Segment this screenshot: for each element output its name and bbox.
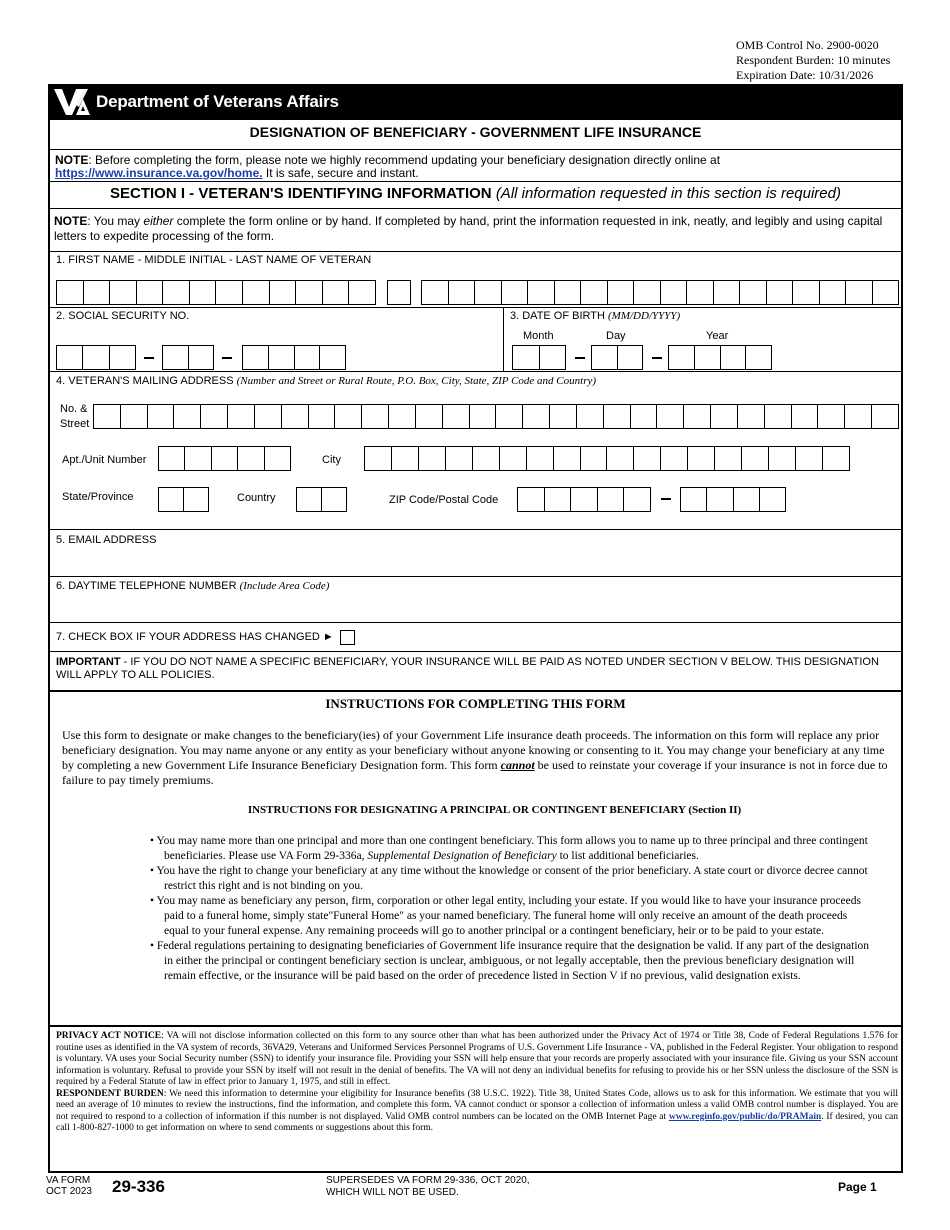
char-cell[interactable] [295, 346, 321, 369]
address-hint: (Number and Street or Rural Route, P.O. Box, City, State, ZIP Code and Country) [236, 375, 597, 387]
char-cell[interactable] [349, 281, 375, 304]
form-number: 29-336 [112, 1177, 165, 1196]
char-cell[interactable] [212, 447, 238, 470]
char-cell[interactable] [760, 488, 785, 511]
rule [48, 307, 903, 308]
bullet-2: • You have the right to change your beneficiary at any time without the knowledge or consent of the prior beneficiary. A state court or divorce decree cannot restrict this right and is not binding on you. [150, 865, 868, 892]
char-cell[interactable] [163, 281, 190, 304]
form-frame [48, 120, 903, 1173]
state-input[interactable] [158, 487, 209, 512]
char-cell[interactable] [322, 488, 346, 511]
address-changed-label: 7. CHECK BOX IF YOUR ADDRESS HAS CHANGED ► [56, 631, 334, 643]
char-cell[interactable] [581, 281, 608, 304]
char-cell[interactable] [793, 281, 820, 304]
char-cell[interactable] [201, 405, 228, 428]
char-cell[interactable] [540, 346, 566, 369]
rule [48, 576, 903, 577]
char-cell[interactable] [715, 447, 742, 470]
middle-initial-input[interactable] [387, 280, 411, 305]
ssn-label: 2. SOCIAL SECURITY NO. [56, 310, 190, 322]
instructions-title: INSTRUCTIONS FOR COMPLETING THIS FORM [325, 696, 626, 711]
important-label: IMPORTANT [56, 656, 121, 668]
rule [48, 181, 903, 182]
char-cell[interactable] [818, 405, 845, 428]
zip-ext-input[interactable] [680, 487, 786, 512]
char-cell[interactable] [174, 405, 201, 428]
note-label: NOTE [55, 153, 89, 167]
char-cell[interactable] [269, 346, 295, 369]
char-cell[interactable] [571, 488, 598, 511]
note2-post: complete the form online or by hand. If completed by hand, print the information requested in ink, neatly, and legibly and using capital letters to expedite processing of the form. [54, 214, 883, 243]
char-cell[interactable] [392, 447, 419, 470]
dob-month-input[interactable] [512, 345, 566, 370]
day-label: Day [606, 330, 626, 342]
char-cell[interactable] [389, 405, 416, 428]
char-cell[interactable] [769, 447, 796, 470]
char-cell[interactable] [238, 447, 264, 470]
char-cell[interactable] [216, 281, 243, 304]
char-cell[interactable] [470, 405, 497, 428]
street-label-1: No. & [60, 403, 88, 415]
va-seal-logo [52, 85, 92, 119]
dob-dash [575, 357, 585, 359]
char-cell[interactable] [688, 447, 715, 470]
section-1-subtitle: (All information requested in this section is required) [495, 185, 841, 202]
supersedes-2: WHICH WILL NOT BE USED. [326, 1187, 459, 1198]
header-bar [358, 84, 903, 120]
char-cell[interactable] [765, 405, 792, 428]
char-cell[interactable] [631, 405, 658, 428]
va-header [48, 84, 358, 120]
omb-control: OMB Control No. 2900-0020 [736, 38, 879, 52]
instr-text: Use this form to designate or make changes to the beneficiary(ies) of your Government Life insurance death proceeds. The information on this form will replace any prior beneficiary designation. You may name anyone or any entity as your beneficiary without anyone knowing or consenting to it. You may change your beneficiary at any time by completing a new Government Life Insurance Beneficiary Designation form. This form [62, 728, 885, 772]
privacy-notice [56, 1031, 898, 1135]
section-1-title: SECTION I - VETERAN'S IDENTIFYING INFORMATION [110, 185, 492, 202]
char-cell[interactable] [94, 405, 121, 428]
char-cell[interactable] [545, 488, 572, 511]
char-cell[interactable] [740, 281, 767, 304]
year-label: Year [706, 330, 729, 342]
note2-pre: : You may [87, 214, 144, 228]
rule [48, 149, 903, 150]
char-cell[interactable] [518, 488, 545, 511]
zip-label: ZIP Code/Postal Code [389, 494, 499, 506]
char-cell[interactable] [449, 281, 476, 304]
char-cell[interactable] [185, 447, 211, 470]
omb-info [736, 38, 890, 83]
last-name-input[interactable] [421, 280, 899, 305]
rule [48, 651, 903, 652]
dob-label-text: 3. DATE OF BIRTH [510, 310, 605, 322]
char-cell[interactable] [555, 281, 582, 304]
bullet-4: • Federal regulations pertaining to designating beneficiaries of Government life insurance require that the designation be valid. If any part of the designation in either the principal or contingent beneficiary section is unclear, ambiguous, or not legally acceptable, then the previous beneficiary designation will remain effective, or the insurance will be paid based on the order of precedence listed in Section V if no previous, valid designation exists. [150, 940, 870, 982]
char-cell[interactable] [742, 447, 769, 470]
online-note [55, 154, 900, 180]
phone-label-text: 6. DAYTIME TELEPHONE NUMBER [56, 580, 237, 592]
street-label-2: Street [60, 418, 90, 430]
ssn-part-1-input[interactable] [56, 345, 136, 370]
char-cell[interactable] [608, 281, 635, 304]
phone-hint: (Include Area Code) [239, 580, 330, 592]
char-cell[interactable] [734, 488, 760, 511]
month-label: Month [523, 330, 554, 342]
rule [48, 208, 903, 209]
char-cell[interactable] [159, 447, 185, 470]
apt-input[interactable] [158, 446, 291, 471]
char-cell[interactable] [243, 281, 270, 304]
first-name-input[interactable] [56, 280, 376, 305]
char-cell[interactable] [577, 405, 604, 428]
char-cell[interactable] [604, 405, 631, 428]
dob-year-input[interactable] [668, 345, 772, 370]
note2-label: NOTE [54, 214, 88, 228]
char-cell[interactable] [323, 281, 350, 304]
char-cell[interactable] [738, 405, 765, 428]
rule [48, 1025, 903, 1027]
char-cell[interactable] [148, 405, 175, 428]
insurance-link[interactable]: https://www.insurance.va.gov/home. [55, 166, 263, 180]
char-cell[interactable] [83, 346, 109, 369]
address-label-text: 4. VETERAN'S MAILING ADDRESS [56, 375, 234, 387]
char-cell[interactable] [416, 405, 443, 428]
bullet-1 [150, 834, 870, 864]
address-label [56, 375, 596, 387]
char-cell[interactable] [282, 405, 309, 428]
char-cell[interactable] [475, 281, 502, 304]
char-cell[interactable] [657, 405, 684, 428]
footer-date: OCT 2023 [46, 1186, 92, 1197]
char-cell[interactable] [184, 488, 208, 511]
char-cell[interactable] [502, 281, 529, 304]
footer-va-form: VA FORM [46, 1175, 91, 1186]
char-cell[interactable] [634, 447, 661, 470]
char-cell[interactable] [297, 488, 322, 511]
street-input[interactable] [93, 404, 899, 429]
note-text: : Before completing the form, please note we highly recommend updating your beneficiary designation directly online at [88, 153, 721, 167]
char-cell[interactable] [243, 346, 269, 369]
char-cell[interactable] [669, 346, 695, 369]
char-cell[interactable] [681, 488, 707, 511]
bullet-3: • You may name as beneficiary any person, firm, corporation or other legal entity, including your estate. If you would like to have your insurance proceeds paid to a funeral home, simply state"Funeral Home" as your named beneficiary. The funeral home will only receive an amount of the death proceeds equal to your funeral expense. Any remaining proceeds will go to another principal or a contingent beneficiary, heir or to be paid to your estate. [150, 895, 861, 937]
char-cell[interactable] [121, 405, 148, 428]
char-cell[interactable] [687, 281, 714, 304]
street-label [60, 402, 89, 432]
char-cell[interactable] [607, 447, 634, 470]
address-changed-checkbox[interactable] [340, 630, 355, 645]
apt-label: Apt./Unit Number [62, 454, 147, 466]
zip-input[interactable] [517, 487, 651, 512]
burden-text: : We need this information to determine your eligibility for Insurance benefits (38 U.S.C. 1922). Title 38, United States Code, allows us to ask for this information. We estimate that you will need an average of 10 minutes to review the instructions, find the information, and complete this form. VA cannot conduct or sponsor a collection of information unless a valid OMB control number is displayed. You are not required to respond to a collection of information if this number is not displayed. Valid OMB control numbers can be located on the OMB Internet Page at [56, 1088, 898, 1122]
city-input[interactable] [364, 446, 850, 471]
char-cell[interactable] [57, 346, 83, 369]
char-cell[interactable] [163, 346, 189, 369]
name-label: 1. FIRST NAME - MIDDLE INITIAL - LAST NAME OF VETERAN [56, 254, 372, 266]
important-text: - IF YOU DO NOT NAME A SPECIFIC BENEFICIARY, YOUR INSURANCE WILL BE PAID AS NOTED UNDER SECTION V BELOW. THIS DESIGNATION WILL APPLY TO ALL POLICIES. [56, 656, 879, 681]
instr-text-end: be used to reinstate your coverage if your insurance is not in force due to failure to pay timely premiums. [62, 758, 888, 787]
dob-label [510, 310, 680, 322]
char-cell[interactable] [823, 447, 849, 470]
form-title: DESIGNATION OF BENEFICIARY - GOVERNMENT LIFE INSURANCE [249, 124, 702, 140]
char-cell[interactable] [255, 405, 282, 428]
char-cell[interactable] [320, 346, 345, 369]
char-cell[interactable] [446, 447, 473, 470]
char-cell[interactable] [365, 447, 392, 470]
reginfo-link[interactable]: www.reginfo.gov/public/do/PRAMain [668, 1111, 822, 1122]
rule [48, 690, 903, 692]
char-cell[interactable] [57, 281, 84, 304]
zip-dash [661, 498, 671, 500]
char-cell[interactable] [746, 346, 771, 369]
privacy-label: PRIVACY ACT NOTICE [56, 1031, 162, 1041]
char-cell[interactable] [872, 405, 898, 428]
privacy-text: : VA will not disclose information collected on this form to any source other than what has been authorized under the Privacy Act of 1974 or Title 38, Code of Federal Regulations 1.576 for routine uses as identified in the VA system of records, 36VA29, Veterans and Uniformed Services Personnel Programs of U.S. Government Life Insurance - VA, published in the Federal Register. Your obligation to respond is voluntary. VA uses your Social Security number (SSN) to identify your insurance file. Providing your SSN will help ensure that your records are properly associated with your insurance file. Giving us your SSN account information is voluntary. Refusal to provide your SSN by itself will not result in the denial of benefits. The VA will not deny an individual benefits for refusing to provide his or her SSN unless the disclosure of the SSN is required by a Federal Statute of law in effect prior to January 1, 1975, and still in effect. [56, 1031, 898, 1087]
char-cell[interactable] [527, 447, 554, 470]
char-cell[interactable] [618, 346, 643, 369]
note-after: It is safe, secure and instant. [262, 166, 419, 180]
char-cell[interactable] [190, 281, 217, 304]
char-cell[interactable] [767, 281, 794, 304]
char-cell[interactable] [189, 346, 214, 369]
char-cell[interactable] [265, 447, 290, 470]
state-label: State/Province [62, 491, 134, 503]
char-cell[interactable] [711, 405, 738, 428]
email-input[interactable] [56, 548, 896, 572]
ssn-part-2-input[interactable] [162, 345, 214, 370]
rule [48, 251, 903, 252]
frame-left-top [48, 84, 49, 120]
burden-end: . If desired, you can call 1-800-827-1000 to get information on where to send comments or suggestions about this form. [56, 1111, 898, 1133]
phone-input[interactable] [56, 595, 896, 619]
char-cell[interactable] [846, 281, 873, 304]
bullet-1-italic: Supplemental Designation of Beneficiary [367, 850, 557, 862]
char-cell[interactable] [422, 281, 449, 304]
footer-form-label [46, 1175, 92, 1197]
rule [48, 371, 903, 372]
char-cell[interactable] [309, 405, 336, 428]
char-cell[interactable] [550, 405, 577, 428]
bullet-1-text: • You may name more than one principal and more than one contingent beneficiary. This form allows you to name up to three principal and three contingent beneficiaries. Please use VA Form 29-336a, [150, 835, 868, 862]
country-input[interactable] [296, 487, 347, 512]
ssn-part-3-input[interactable] [242, 345, 346, 370]
char-cell[interactable] [796, 447, 823, 470]
char-cell[interactable] [523, 405, 550, 428]
supersedes-1: SUPERSEDES VA FORM 29-336, OCT 2020, [326, 1175, 530, 1186]
section-1-heading [48, 185, 903, 202]
char-cell[interactable] [419, 447, 446, 470]
instructions-paragraph [62, 728, 888, 788]
char-cell[interactable] [84, 281, 111, 304]
hand-note [54, 214, 900, 244]
char-cell[interactable] [270, 281, 297, 304]
char-cell[interactable] [592, 346, 618, 369]
char-cell[interactable] [695, 346, 721, 369]
char-cell[interactable] [624, 488, 650, 511]
char-cell[interactable] [137, 281, 164, 304]
ssn-dash [144, 357, 154, 359]
rule [48, 622, 903, 623]
char-cell[interactable] [110, 346, 135, 369]
bullet-1-end: to list additional beneficiaries. [556, 850, 699, 862]
char-cell[interactable] [388, 281, 410, 304]
char-cell[interactable] [110, 281, 137, 304]
page-number: Page 1 [838, 1180, 877, 1194]
city-label: City [322, 454, 341, 466]
dob-dash [652, 357, 662, 359]
char-cell[interactable] [707, 488, 733, 511]
rule [48, 529, 903, 530]
char-cell[interactable] [581, 447, 608, 470]
char-cell[interactable] [684, 405, 711, 428]
beneficiary-bullets [150, 834, 870, 984]
department-name: Department of Veterans Affairs [96, 92, 339, 111]
char-cell[interactable] [496, 405, 523, 428]
char-cell[interactable] [159, 488, 184, 511]
dob-divider [503, 307, 504, 371]
char-cell[interactable] [473, 447, 500, 470]
char-cell[interactable] [228, 405, 255, 428]
instr-cannot: cannot [500, 758, 535, 772]
phone-label [56, 580, 329, 592]
char-cell[interactable] [873, 281, 899, 304]
supersedes-note [326, 1175, 530, 1199]
char-cell[interactable] [634, 281, 661, 304]
country-label: Country [237, 492, 276, 504]
dob-format: (MM/DD/YYYY) [608, 310, 681, 322]
char-cell[interactable] [362, 405, 389, 428]
burden-label: RESPONDENT BURDEN [56, 1088, 164, 1099]
char-cell[interactable] [820, 281, 847, 304]
char-cell[interactable] [661, 447, 688, 470]
char-cell[interactable] [714, 281, 741, 304]
dob-day-input[interactable] [591, 345, 643, 370]
ssn-dash [222, 357, 232, 359]
char-cell[interactable] [513, 346, 540, 369]
char-cell[interactable] [335, 405, 362, 428]
char-cell[interactable] [528, 281, 555, 304]
char-cell[interactable] [296, 281, 323, 304]
beneficiary-instructions-title: INSTRUCTIONS FOR DESIGNATING A PRINCIPAL OR CONTINGENT BENEFICIARY (Section II) [247, 804, 742, 816]
char-cell[interactable] [845, 405, 872, 428]
omb-burden: Respondent Burden: 10 minutes [736, 53, 891, 67]
omb-expiration: Expiration Date: 10/31/2026 [736, 68, 874, 82]
char-cell[interactable] [500, 447, 527, 470]
char-cell[interactable] [792, 405, 819, 428]
email-label: 5. EMAIL ADDRESS [56, 534, 157, 546]
char-cell[interactable] [443, 405, 470, 428]
important-notice [56, 656, 898, 682]
char-cell[interactable] [661, 281, 688, 304]
char-cell[interactable] [554, 447, 581, 470]
char-cell[interactable] [721, 346, 747, 369]
note2-either: either [143, 214, 174, 228]
char-cell[interactable] [598, 488, 625, 511]
